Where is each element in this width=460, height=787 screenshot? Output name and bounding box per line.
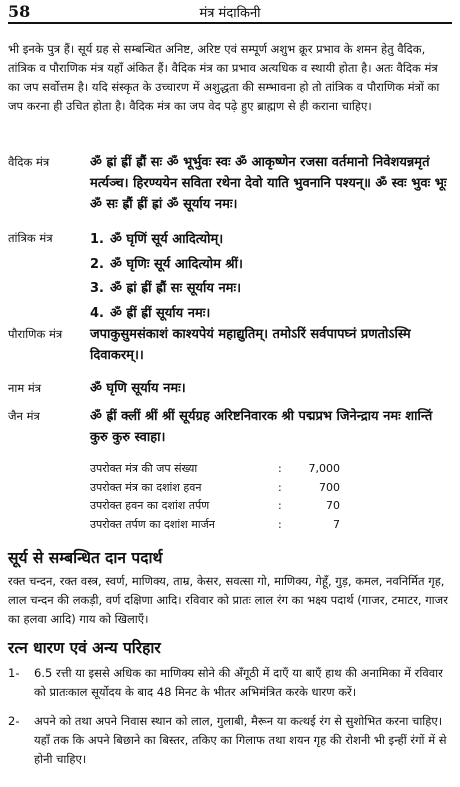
page-number: 58 — [8, 2, 31, 21]
tantric-mantra-row — [8, 228, 452, 328]
tantric-mantra-item: 4. ॐ ह्रीं ह्रीं सूर्याय नमः। — [90, 305, 211, 321]
vedic-mantra-text: ॐ ह्रां ह्रीं ह्रौं सः ॐ भूर्भुवः स्वः ॐ आकृष्णेन रजसा वर्तमानो निवेशयन्नमृतं मर्त्यञ्च। हिरण्ययेन सविता रथेना देवो याति भुवनानि पश्यन्॥ ॐ स्वः भुवः भूः ॐ सः ह्रौं ह्रीं ह्रां ॐ सूर्याय नमः। — [90, 155, 447, 212]
daan-heading: सूर्य से सम्बन्धित दान पदार्थ — [8, 549, 163, 567]
tantric-mantra-label: तांत्रिक मंत्र — [8, 231, 53, 245]
pauranic-mantra-text: जपाकुसुमसंकाशं काश्यपेयं महाद्युतिम्। तमोऽरिं सर्वपापघ्नं प्रणतोऽस्मि दिवाकरम्।। — [90, 327, 411, 363]
tantric-mantra-item: 3. ॐ ह्रां ह्रीं ह्रौं सः सूर्याय नमः। — [90, 281, 242, 296]
japa-table-row: उपरोक्त मंत्र का दशांश हवन : 700 — [90, 480, 340, 494]
japa-table — [8, 460, 452, 536]
japa-table-row: उपरोक्त मंत्र की जप संख्या : 7,000 — [90, 462, 340, 475]
remedy-item: 2- अपने को तथा अपने निवास स्थान को लाल, गुलाबी, मैरून या कत्थई रंग से सुशोभित करना चाहिए। यहाँ तक कि अपने बिछाने का बिस्तर, तकिए का गिलाफ तथा शयन गृह की रोशनी भी इन्हीं रंगों में से होनी चाहिए। — [8, 714, 447, 766]
naam-mantra-label: नाम मंत्र — [8, 381, 42, 395]
jain-mantra-text: ॐ ह्रीं क्लीं श्रीं श्रीं सूर्यग्रह अरिष्टनिवारक श्री पद्मप्रभ जिनेन्द्राय नमः शान्तिं कुरु कुरु स्वाहा। — [90, 409, 433, 445]
pauranic-mantra-label: पौराणिक मंत्र — [8, 327, 63, 341]
tantric-mantra-item: 2. ॐ घृणिः सूर्य आदित्योम श्रीं। — [90, 256, 243, 272]
pauranic-mantra-row — [8, 324, 452, 368]
vedic-mantra-row — [8, 152, 452, 218]
naam-mantra-text: ॐ घृणि सूर्याय नमः। — [90, 381, 186, 396]
running-title: मंत्र मंदाकिनी — [199, 6, 261, 21]
japa-table-row: उपरोक्त हवन का दशांश तर्पण : 70 — [90, 499, 340, 512]
jain-mantra-row — [8, 406, 452, 450]
naam-mantra-row — [8, 378, 452, 400]
page-header — [8, 2, 452, 24]
remedy-item: 1- 6.5 रत्ती या इससे अधिक का माणिक्य सोने की अँगूठी में दाएँ या बाएँ हाथ की अनामिका में रविवार को प्रातःकाल सूर्योदय के बाद 48 मिनट के भीतर अभिमंत्रित करके धारण करें। — [8, 666, 443, 699]
japa-table-row: उपरोक्त तर्पण का दशांश मार्जन : 7 — [90, 517, 340, 531]
jain-mantra-label: जैन मंत्र — [8, 409, 40, 423]
daan-paragraph: रक्त चन्दन, रक्त वस्त्र, स्वर्ण, माणिक्य, ताम्र, केसर, सवत्सा गो, माणिक्य, गेहूँ, गुड़, कमल, नवनिर्मित गृह, लाल चन्दन की लकड़ी, वर्ण दक्षिणा आदि। रविवार को प्रातः लाल रंग का भक्ष्य पदार्थ (गाजर, टमाटर, गाजर का हलवा आदि) गाय को खिलाएँ। — [8, 574, 448, 626]
intro-paragraph: भी इनके पुत्र हैं। सूर्य ग्रह से सम्बन्धित अनिष्ट, अरिष्ट एवं सम्पूर्ण अशुभ क्रूर प्रभाव के शमन हेतु वैदिक, तांत्रिक व पौराणिक मंत्र यहाँ अंकित हैं। वैदिक मंत्र का प्रभाव अत्यधिक व स्थायी होता है। अतः वैदिक मंत्र का जप सर्वोत्तम है। यदि संस्कृत के उच्चारण में अशुद्धता की सम्भावना हो तो तांत्रिक व पौराणिक मंत्रों का जप करना ही उचित होता है। वैदिक मंत्र का जप वेद पढ़े हुए ब्राह्मण से ही कराना चाहिए। — [8, 42, 440, 113]
tantric-mantra-list — [90, 228, 452, 326]
ratna-heading: रत्न धारण एवं अन्य परिहार — [8, 639, 161, 657]
vedic-mantra-label: वैदिक मंत्र — [8, 155, 50, 169]
tantric-mantra-item: 1. ॐ घृणिं सूर्य आदित्योम्। — [90, 232, 224, 247]
